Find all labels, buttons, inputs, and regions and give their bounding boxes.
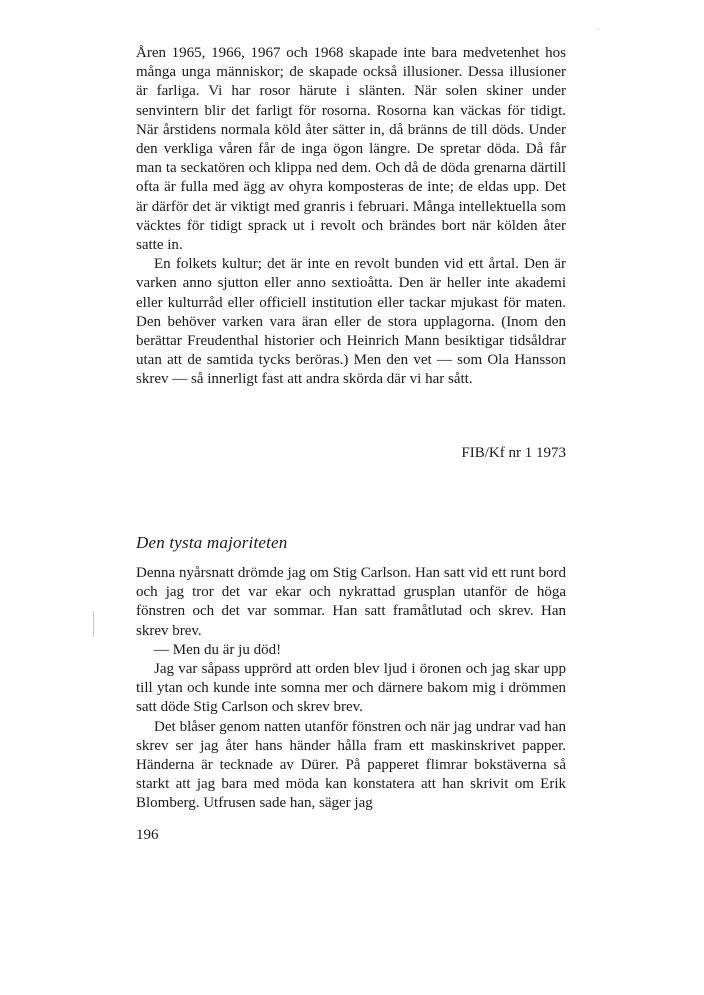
source-signature: FIB/Kf nr 1 1973 [461,445,566,461]
paragraph: Denna nyårsnatt drömde jag om Stig Carlson. Han satt vid ett runt bord och jag tror det var ekar och nykrattad grusplan utanför de höga fönstren och det var sommar. Han satt framåtlutad och skrev. Han skrev brev. [136,565,566,639]
paragraph: Det blåser genom natten utanför fönstren och när jag undrar vad han skrev ser jag åter hans händer hålla fram ett maskinskrivet papper. Händerna är tecknade av Dürer. På papperet flimrar bokstäverna så starkt att jag bara med möda kan konstatera att han skrivit om Erik Blomberg. Utfrusen sade han, säger jag [136,718,566,812]
scan-speck [598,28,599,30]
page-number: 196 [136,827,159,843]
article-essay-body [136,44,566,390]
article-story-body [136,564,566,814]
paragraph: Jag var såpass upprörd att orden blev ljud i öronen och jag skar upp till ytan och kunde inte somna mer och därnere bakom mig i drömmen satt döde Stig Carlson och skrev brev. [136,661,566,716]
paragraph: Åren 1965, 1966, 1967 och 1968 skapade inte bara medvetenhet hos många unga människor; de skapade också illusioner. Dessa illusioner är farliga. Vi har rosor härute i slänten. När solen skiner under senvintern blir det farligt för rosorna. Rosorna kan väckas för tidigt. När årstidens normala köld åter sätter in, då bränns de till döds. Under den verkliga våren får de inga ögon längre. De spretar döda. Då får man ta seckatören och klippa ned dem. Och då de döda grenarna därtill ofta är fulla med ägg av ohyra komposteras de inte; de eldas upp. Det är därför det är viktigt med granris i februari. Många intellektuella som väcktes för tidigt sprack ut i revolt och brändes bort när kölden åter satte in. [136,45,566,254]
margin-mark [93,611,94,637]
section-title: Den tysta majoriteten [136,533,288,552]
paragraph: En folkets kultur; det är inte en revolt bunden vid ett årtal. Den är varken anno sjutton eller anno sextioåtta. Den är heller inte akademi eller kulturråd eller officiell institution eller tackar mjukast för maten. Den behöver varken vara äran eller de stora upplagorna. (Inom den berättar Freudenthal historier och Heinrich Mann besiktigar tidsåldrar utan att de samtida tycks beröras.) Men den vet — som Ola Hansson skrev — så innerligt fast att andra skörda där vi har sått. [136,256,566,388]
paragraph-dialogue: — Men du är ju död! [154,641,282,658]
